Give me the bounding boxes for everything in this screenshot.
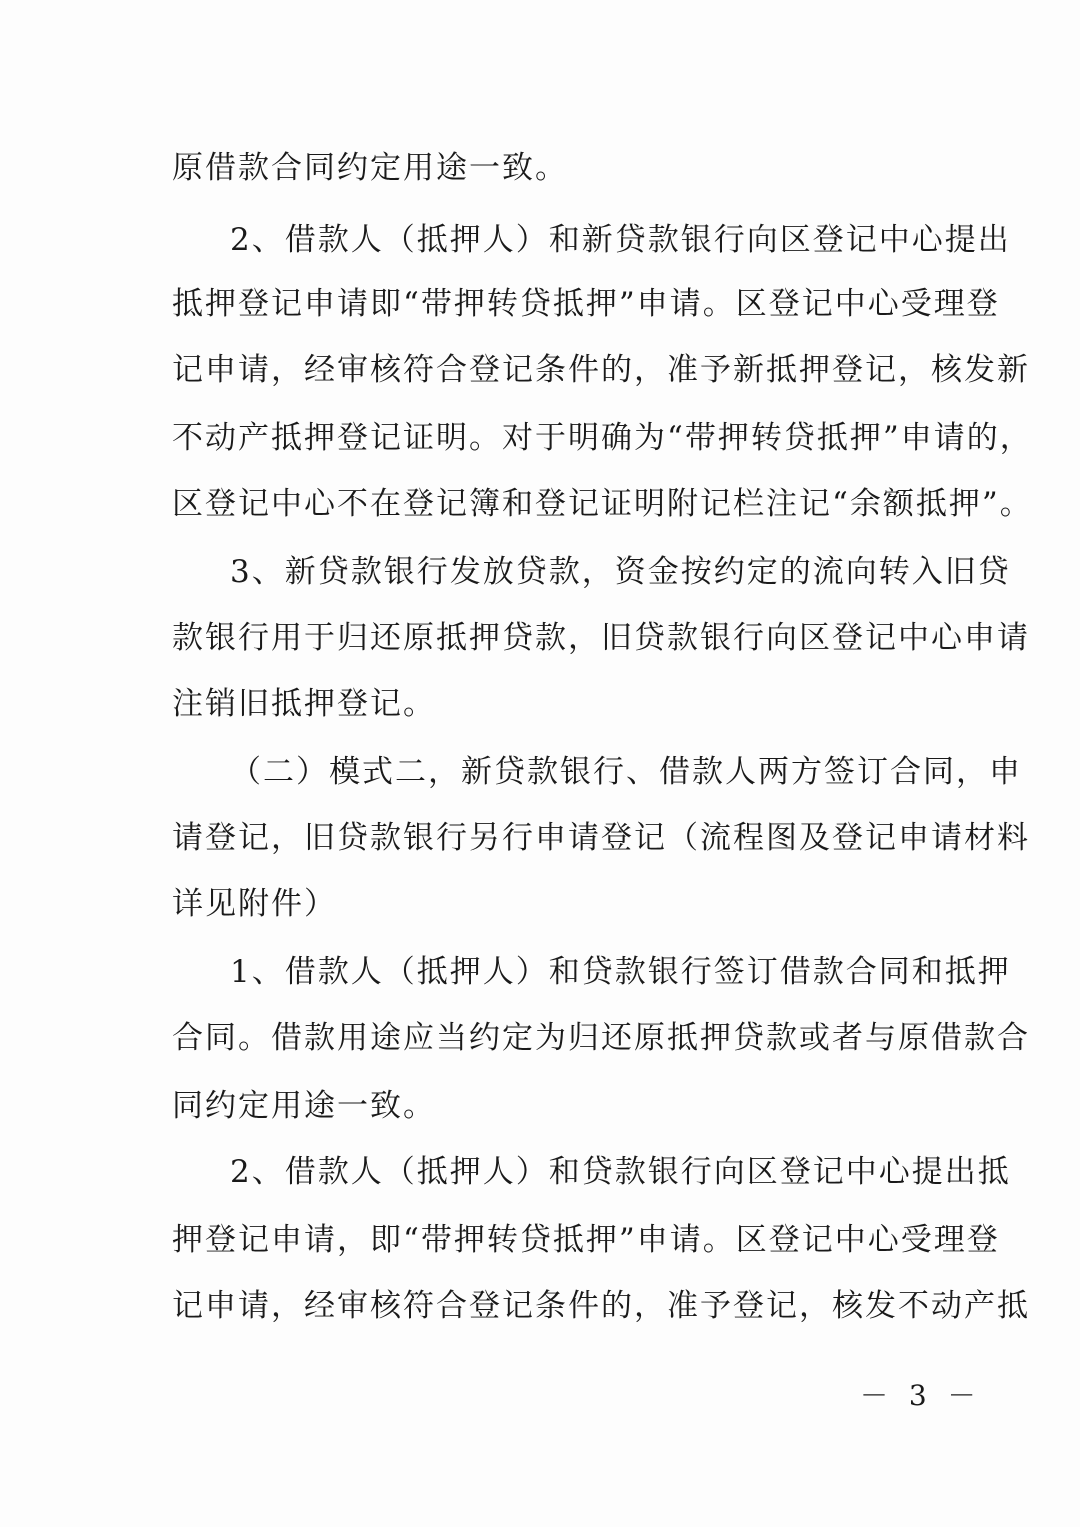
text-line: 记申请，经审核符合登记条件的，准予登记，核发不动产抵 — [172, 1288, 1030, 1324]
text-line: 请登记，旧贷款银行另行申请登记（流程图及登记申请材料 — [172, 820, 1030, 856]
text-line: 记申请，经审核符合登记条件的，准予新抵押登记，核发新 — [172, 352, 1030, 388]
text-line: 1、借款人（抵押人）和贷款银行签订借款合同和抵押 — [230, 954, 1011, 990]
text-line: （二）模式二，新贷款银行、借款人两方签订合同，申 — [230, 754, 1022, 790]
text-line: 不动产抵押登记证明。对于明确为“带押转贷抵押”申请的， — [172, 420, 1033, 456]
text-line: 原借款合同约定用途一致。 — [172, 150, 568, 186]
page-number: － 3 － — [860, 1379, 982, 1412]
text-line: 款银行用于归还原抵押贷款，旧贷款银行向区登记中心申请 — [172, 620, 1030, 656]
text-line: 2、借款人（抵押人）和新贷款银行向区登记中心提出 — [230, 222, 1011, 258]
text-line: 同约定用途一致。 — [172, 1088, 436, 1124]
text-line: 区登记中心不在登记簿和登记证明附记栏注记“余额抵押”。 — [172, 486, 1033, 522]
text-line: 抵押登记申请即“带押转贷抵押”申请。区登记中心受理登 — [172, 286, 1000, 322]
text-line: 合同。借款用途应当约定为归还原抵押贷款或者与原借款合 — [172, 1020, 1030, 1056]
text-line: 详见附件） — [172, 886, 337, 922]
text-line: 注销旧抵押登记。 — [172, 686, 436, 722]
text-line: 3、新贷款银行发放贷款，资金按约定的流向转入旧贷 — [230, 554, 1011, 590]
text-line: 2、借款人（抵押人）和贷款银行向区登记中心提出抵 — [230, 1154, 1011, 1190]
text-line: 押登记申请，即“带押转贷抵押”申请。区登记中心受理登 — [172, 1222, 1000, 1258]
